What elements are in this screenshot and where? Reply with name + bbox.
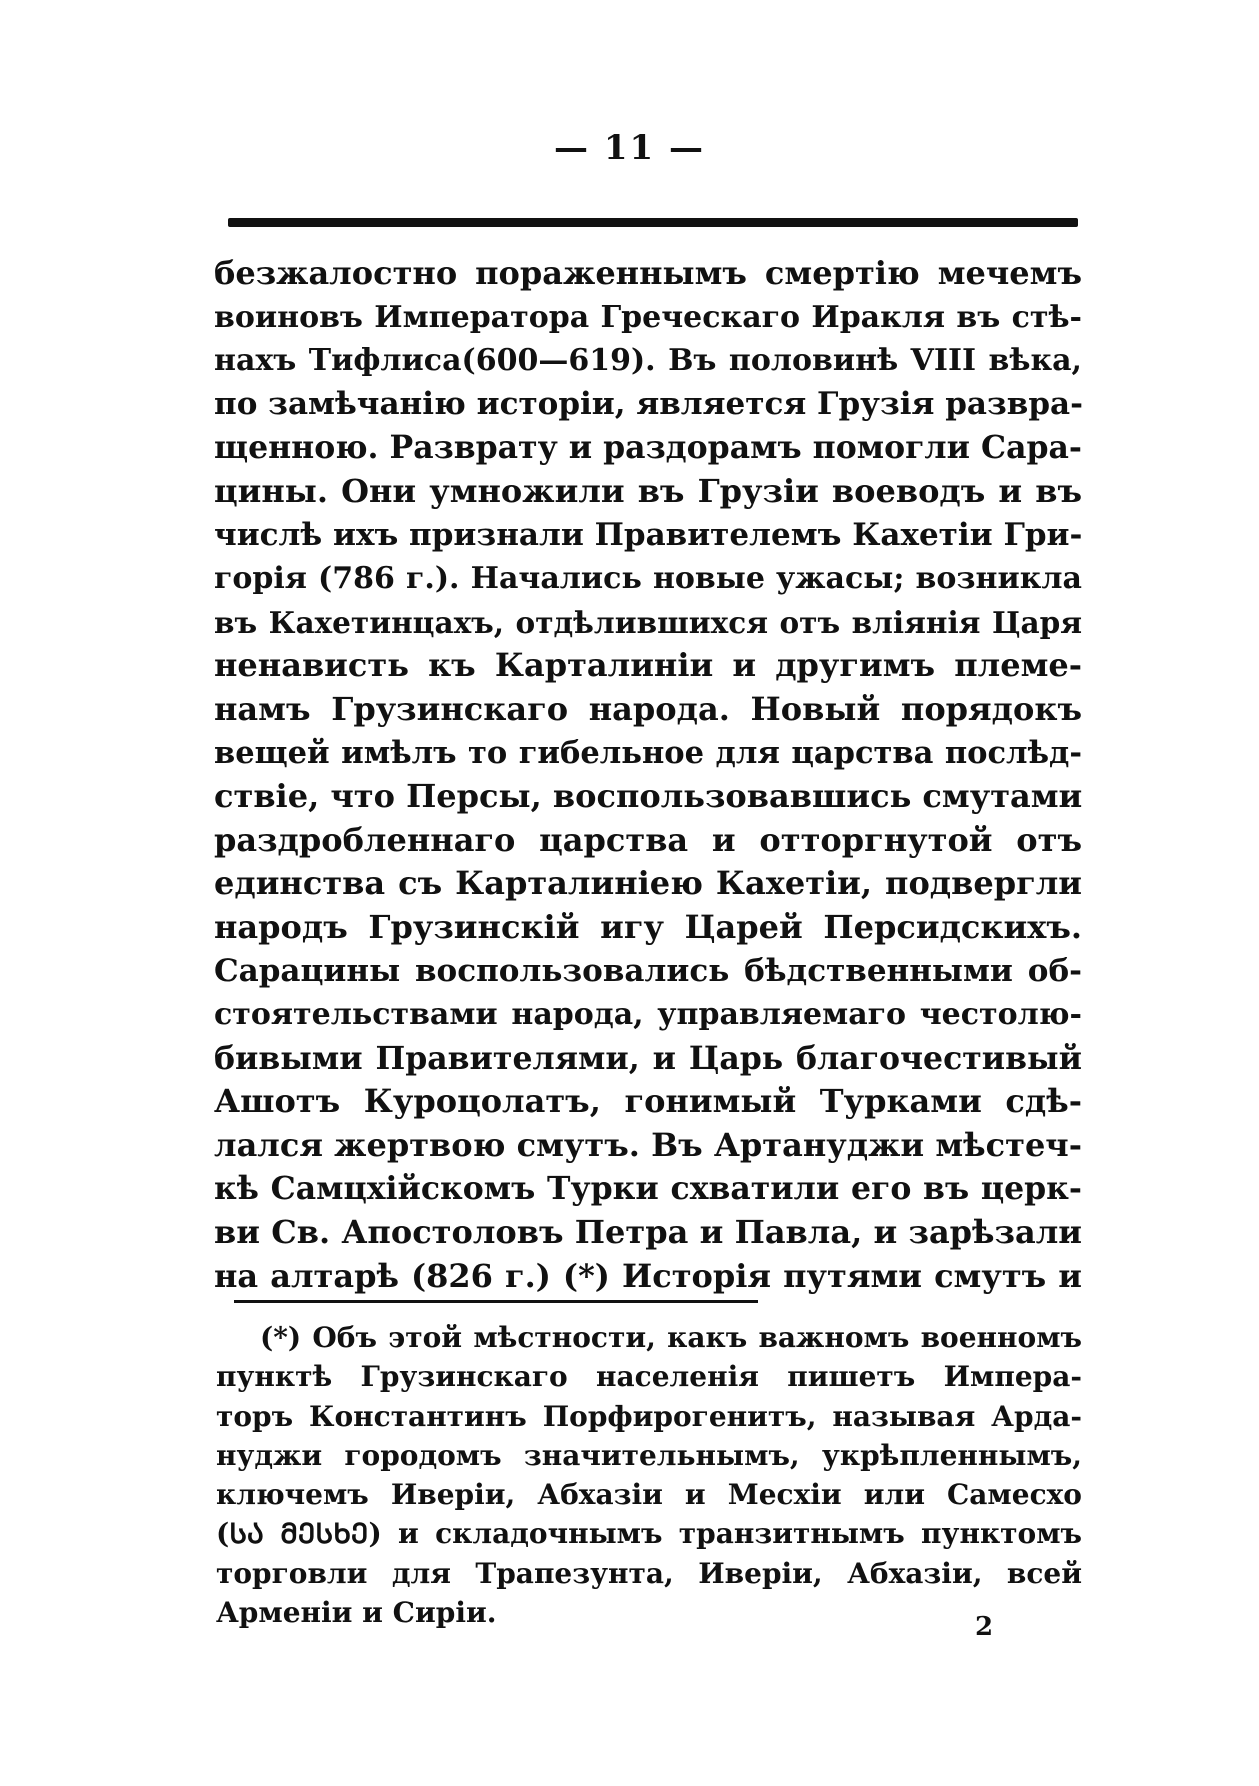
main-text-block: [214, 252, 1082, 1298]
footnote-line: Арменіи и Сиріи.: [216, 1596, 497, 1630]
footnote-line: ключемъ Иверіи, Абхазіи и Месхіи или Самесхо: [216, 1478, 1082, 1512]
text-line: лался жертвою смутъ. Въ Артануджи мѣстеч-: [214, 1125, 1082, 1164]
text-line: безжалостно пораженнымъ смертію мечемъ: [214, 254, 1082, 292]
signature-mark: 2: [975, 1612, 994, 1642]
text-line: щенною. Разврату и раздорамъ помогли Сара-: [214, 429, 1082, 467]
footnote-line: торговли для Трапезунта, Иверіи, Абхазіи, всей: [216, 1556, 1082, 1590]
footnote-line: (*) Объ этой мѣстности, какъ важномъ военномъ: [260, 1321, 1082, 1354]
text-line: стоятельствами народа, управляемаго честолю-: [214, 997, 1082, 1033]
text-line: единства съ Карталиніею Кахетіи, подвергли: [214, 864, 1082, 903]
text-line: намъ Грузинскаго народа. Новый порядокъ: [214, 689, 1082, 728]
footnote-rule: [234, 1300, 758, 1303]
footnote-line: нуджи городомъ значительнымъ, укрѣпленнымъ,: [216, 1438, 1082, 1472]
text-line: народъ Грузинскій игу Царей Персидскихъ.: [214, 907, 1082, 946]
text-line: воиновъ Императора Греческаго Иракля въ стѣ-: [214, 299, 1082, 335]
text-line: ви Св. Апостоловъ Петра и Павла, и зарѣзали: [214, 1213, 1082, 1252]
text-line: Сарацины воспользовались бѣдственными об-: [214, 952, 1082, 989]
footnote-line: (ᲡᲐ ᲛᲔᲡᲮᲔ) и складочнымъ транзитнымъ пунктомъ: [216, 1517, 1082, 1551]
footnote-line: торъ Константинъ Порфирогенитъ, называя Арда-: [216, 1399, 1082, 1433]
text-line: вещей имѣлъ то гибельное для царства послѣд-: [214, 734, 1082, 771]
header-rule: [228, 218, 1078, 227]
text-line: бивыми Правителями, и Царь благочестивый: [214, 1039, 1082, 1077]
text-line: на алтарѣ (826 г.) (*) Исторія путями смутъ и: [214, 1256, 1082, 1295]
text-line: числѣ ихъ признали Правителемъ Кахетіи Гри-: [214, 516, 1083, 553]
text-line: по замѣчанію исторіи, является Грузія развра-: [214, 385, 1083, 422]
text-line: раздробленнаго царства и отторгнутой отъ: [214, 820, 1082, 859]
text-line: ствіе, что Персы, воспользовавшись смутами: [214, 777, 1083, 816]
text-line: Ашотъ Куроцолатъ, гонимый Турками сдѣ-: [214, 1082, 1082, 1121]
page-number: — 11 —: [554, 128, 705, 168]
text-line: горія (786 г.). Начались новые ужасы; возникла: [214, 561, 1082, 597]
text-line: цины. Они умножили въ Грузіи воеводъ и въ: [214, 471, 1082, 510]
text-line: кѣ Самцхійскомъ Турки схватили его въ церк-: [214, 1170, 1082, 1208]
text-line: нахъ Тифлиса(600—619). Въ половинѣ VIII вѣка,: [214, 343, 1082, 379]
footnote-block: [216, 1318, 1082, 1632]
footnote-line: пунктѣ Грузинскаго населенія пишетъ Импера-: [216, 1360, 1082, 1394]
text-line: ненависть къ Карталиніи и другимъ племе-: [214, 646, 1082, 685]
text-line: въ Кахетинцахъ, отдѣлившихся отъ вліянія Царя: [214, 604, 1082, 640]
